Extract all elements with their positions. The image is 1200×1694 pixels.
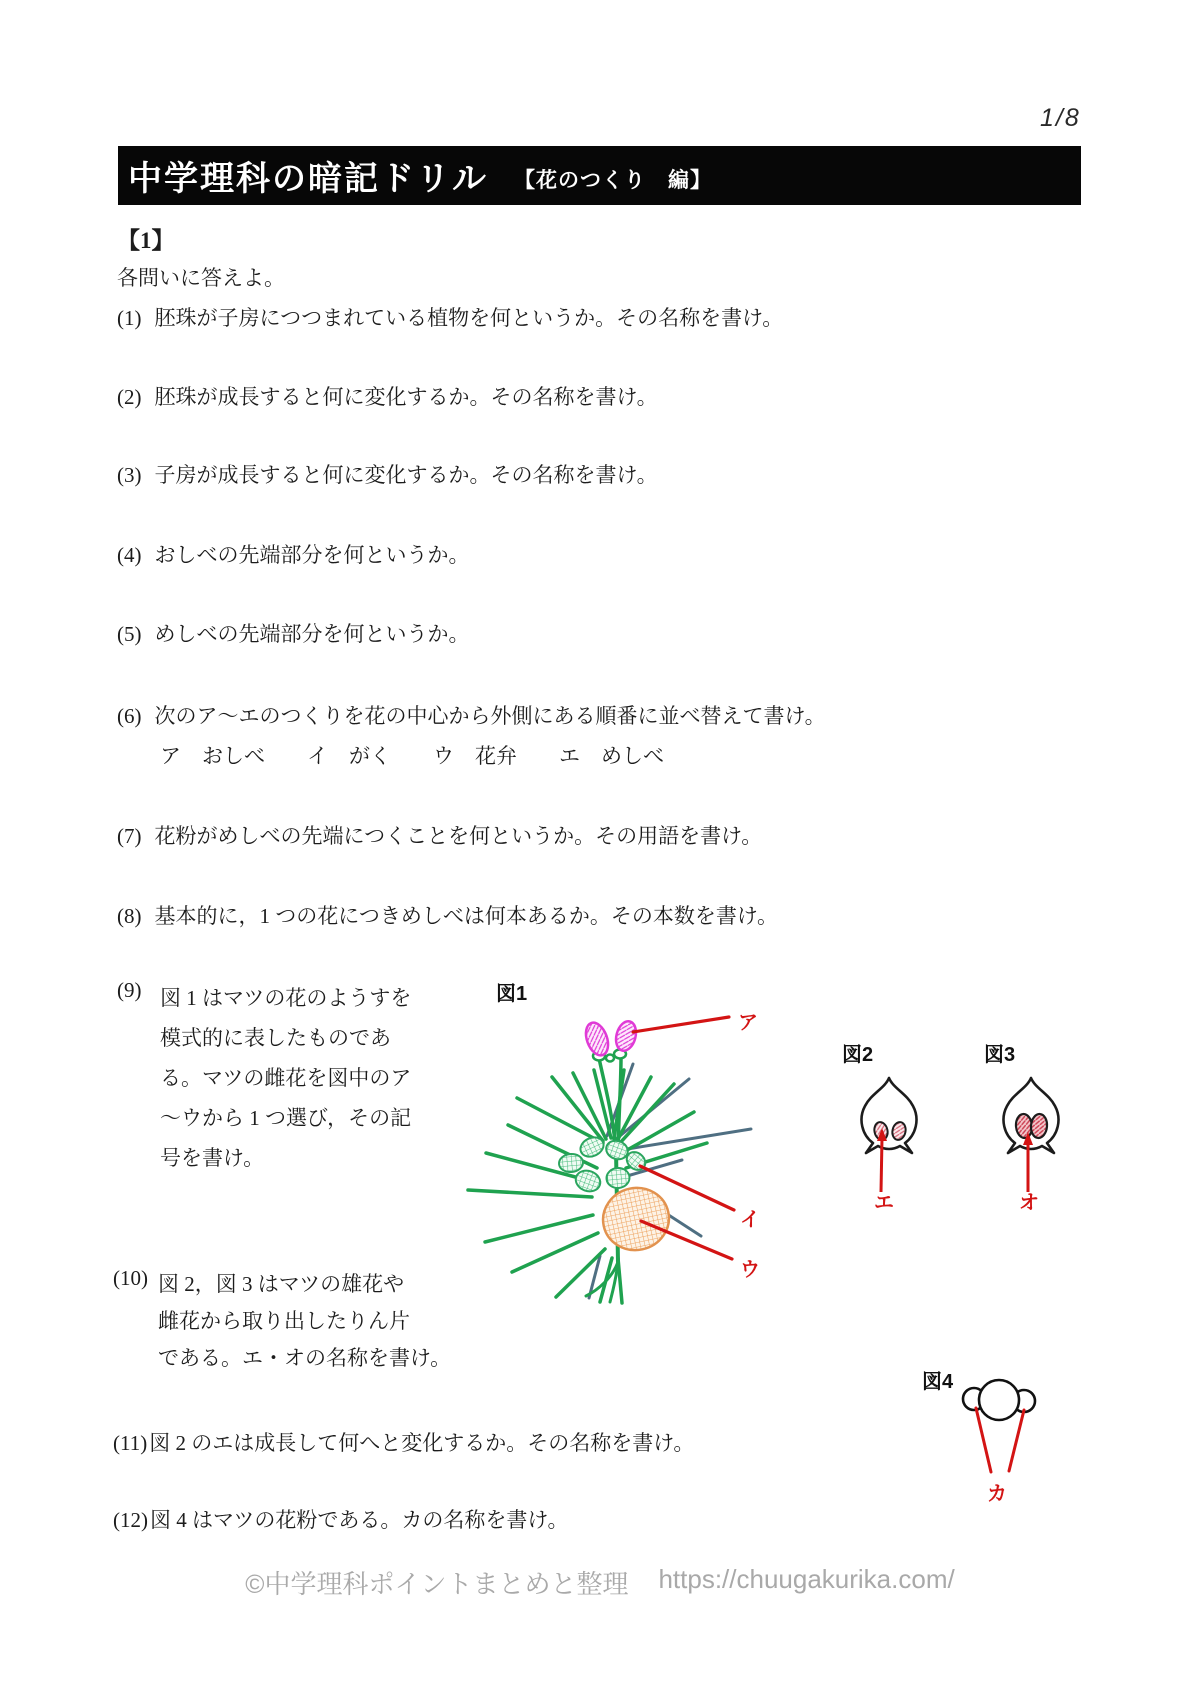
male-flower-cluster bbox=[558, 1134, 649, 1195]
fig2-annotation-e: エ bbox=[874, 1192, 894, 1214]
question-text-line: 号を書け。 bbox=[160, 1146, 265, 1170]
footer-url: https://chuugakurika.com/ bbox=[658, 1564, 955, 1594]
question-number: (4) bbox=[117, 543, 142, 567]
question-text: 図 4 はマツの花粉である。カの名称を書け。 bbox=[150, 1508, 569, 1532]
fig3-annotation-o: オ bbox=[1019, 1192, 1039, 1214]
fig2-male-scale-illustration bbox=[845, 1072, 935, 1197]
fig4-label: 図4 bbox=[922, 1371, 954, 1393]
page-number: 1/8 bbox=[1040, 104, 1081, 132]
question-2 bbox=[117, 381, 658, 411]
fig2-annotation-arrow bbox=[877, 1128, 887, 1192]
question-number: (10) bbox=[113, 1266, 148, 1290]
question-text-line: である。エ・オの名称を書け。 bbox=[158, 1346, 452, 1370]
question-text: 胚珠が成長すると何に変化するか。その名称を書け。 bbox=[154, 385, 658, 409]
question-number: (6) bbox=[117, 704, 142, 728]
question-1 bbox=[117, 302, 783, 332]
page-subtitle: 【花のつくり 編】 bbox=[514, 168, 712, 192]
question-text: 次のア～エのつくりを花の中心から外側にある順番に並べ替えて書け。 bbox=[154, 704, 826, 728]
question-text-line: 模式的に表したものであ bbox=[160, 1026, 391, 1050]
question-text-line: 図 1 はマツの花のようすを bbox=[160, 986, 412, 1010]
question-text: 胚珠が子房につつまれている植物を何というか。その名称を書け。 bbox=[154, 306, 784, 330]
question-text: 花粉がめしべの先端につくことを何というか。その用語を書け。 bbox=[154, 824, 763, 848]
question-number: (1) bbox=[117, 306, 142, 330]
fig4-pollen-grain-illustration bbox=[950, 1376, 1065, 1481]
scale-outline bbox=[862, 1078, 917, 1153]
fig1-pine-branch-illustration bbox=[440, 990, 785, 1315]
fig1-label: 図1 bbox=[496, 983, 528, 1005]
question-12 bbox=[113, 1504, 569, 1534]
fig3-label: 図3 bbox=[984, 1044, 1016, 1066]
question-text-line: ～ウから 1 つ選び，その記 bbox=[160, 1106, 412, 1130]
page-title: 中学理科の暗記ドリル bbox=[128, 160, 488, 198]
fig4-annotation-ka: カ bbox=[987, 1483, 1007, 1505]
question-10 bbox=[113, 1266, 463, 1386]
question-number: (2) bbox=[117, 385, 142, 409]
fig2-label: 図2 bbox=[842, 1044, 874, 1066]
question-number: (3) bbox=[117, 463, 142, 487]
title-bar bbox=[118, 146, 1081, 205]
question-text-line: 図 2，図 3 はマツの雄花や bbox=[158, 1272, 405, 1296]
question-number: (9) bbox=[117, 978, 142, 1002]
fig1-annotation-i: イ bbox=[740, 1209, 760, 1231]
pollen-body bbox=[979, 1380, 1019, 1420]
question-6 bbox=[117, 700, 826, 730]
fig1-annotation-a: ア bbox=[738, 1012, 758, 1034]
question-text: おしべの先端部分を何というか。 bbox=[154, 543, 470, 567]
footer-credit: ©中学理科ポイントまとめと整理 bbox=[245, 1569, 629, 1599]
question-6-options: ア おしべ イ がく ウ 花弁 エ めしべ bbox=[160, 744, 664, 768]
question-text-line: る。マツの雌花を図中のア bbox=[160, 1066, 412, 1090]
question-3 bbox=[117, 459, 658, 489]
footer bbox=[0, 1564, 1200, 1601]
question-5 bbox=[117, 618, 470, 648]
question-number: (11) bbox=[113, 1431, 148, 1455]
intro-text: 各問いに答えよ。 bbox=[117, 266, 285, 290]
question-number: (7) bbox=[117, 824, 142, 848]
question-8 bbox=[117, 900, 778, 930]
question-7 bbox=[117, 820, 762, 850]
question-text: 図 2 のエは成長して何へと変化するか。その名称を書け。 bbox=[149, 1431, 695, 1455]
question-number: (5) bbox=[117, 622, 142, 646]
question-11 bbox=[113, 1427, 694, 1457]
question-9 bbox=[117, 978, 457, 1178]
fig1-annotation-u: ウ bbox=[740, 1259, 760, 1281]
fig3-female-scale-illustration bbox=[990, 1072, 1080, 1197]
question-text: めしべの先端部分を何というか。 bbox=[154, 622, 470, 646]
question-number: (8) bbox=[117, 904, 142, 928]
section-label: 【1】 bbox=[117, 228, 175, 253]
question-text: 基本的に，1 つの花につきめしべは何本あるか。その本数を書け。 bbox=[154, 904, 778, 928]
question-text-line: 雌花から取り出したりん片 bbox=[158, 1309, 410, 1333]
question-text: 子房が成長すると何に変化するか。その名称を書け。 bbox=[154, 463, 658, 487]
question-number: (12) bbox=[113, 1508, 148, 1532]
pine-cone bbox=[597, 1182, 674, 1256]
question-4 bbox=[117, 539, 470, 569]
female-flower-buds bbox=[582, 1019, 639, 1058]
